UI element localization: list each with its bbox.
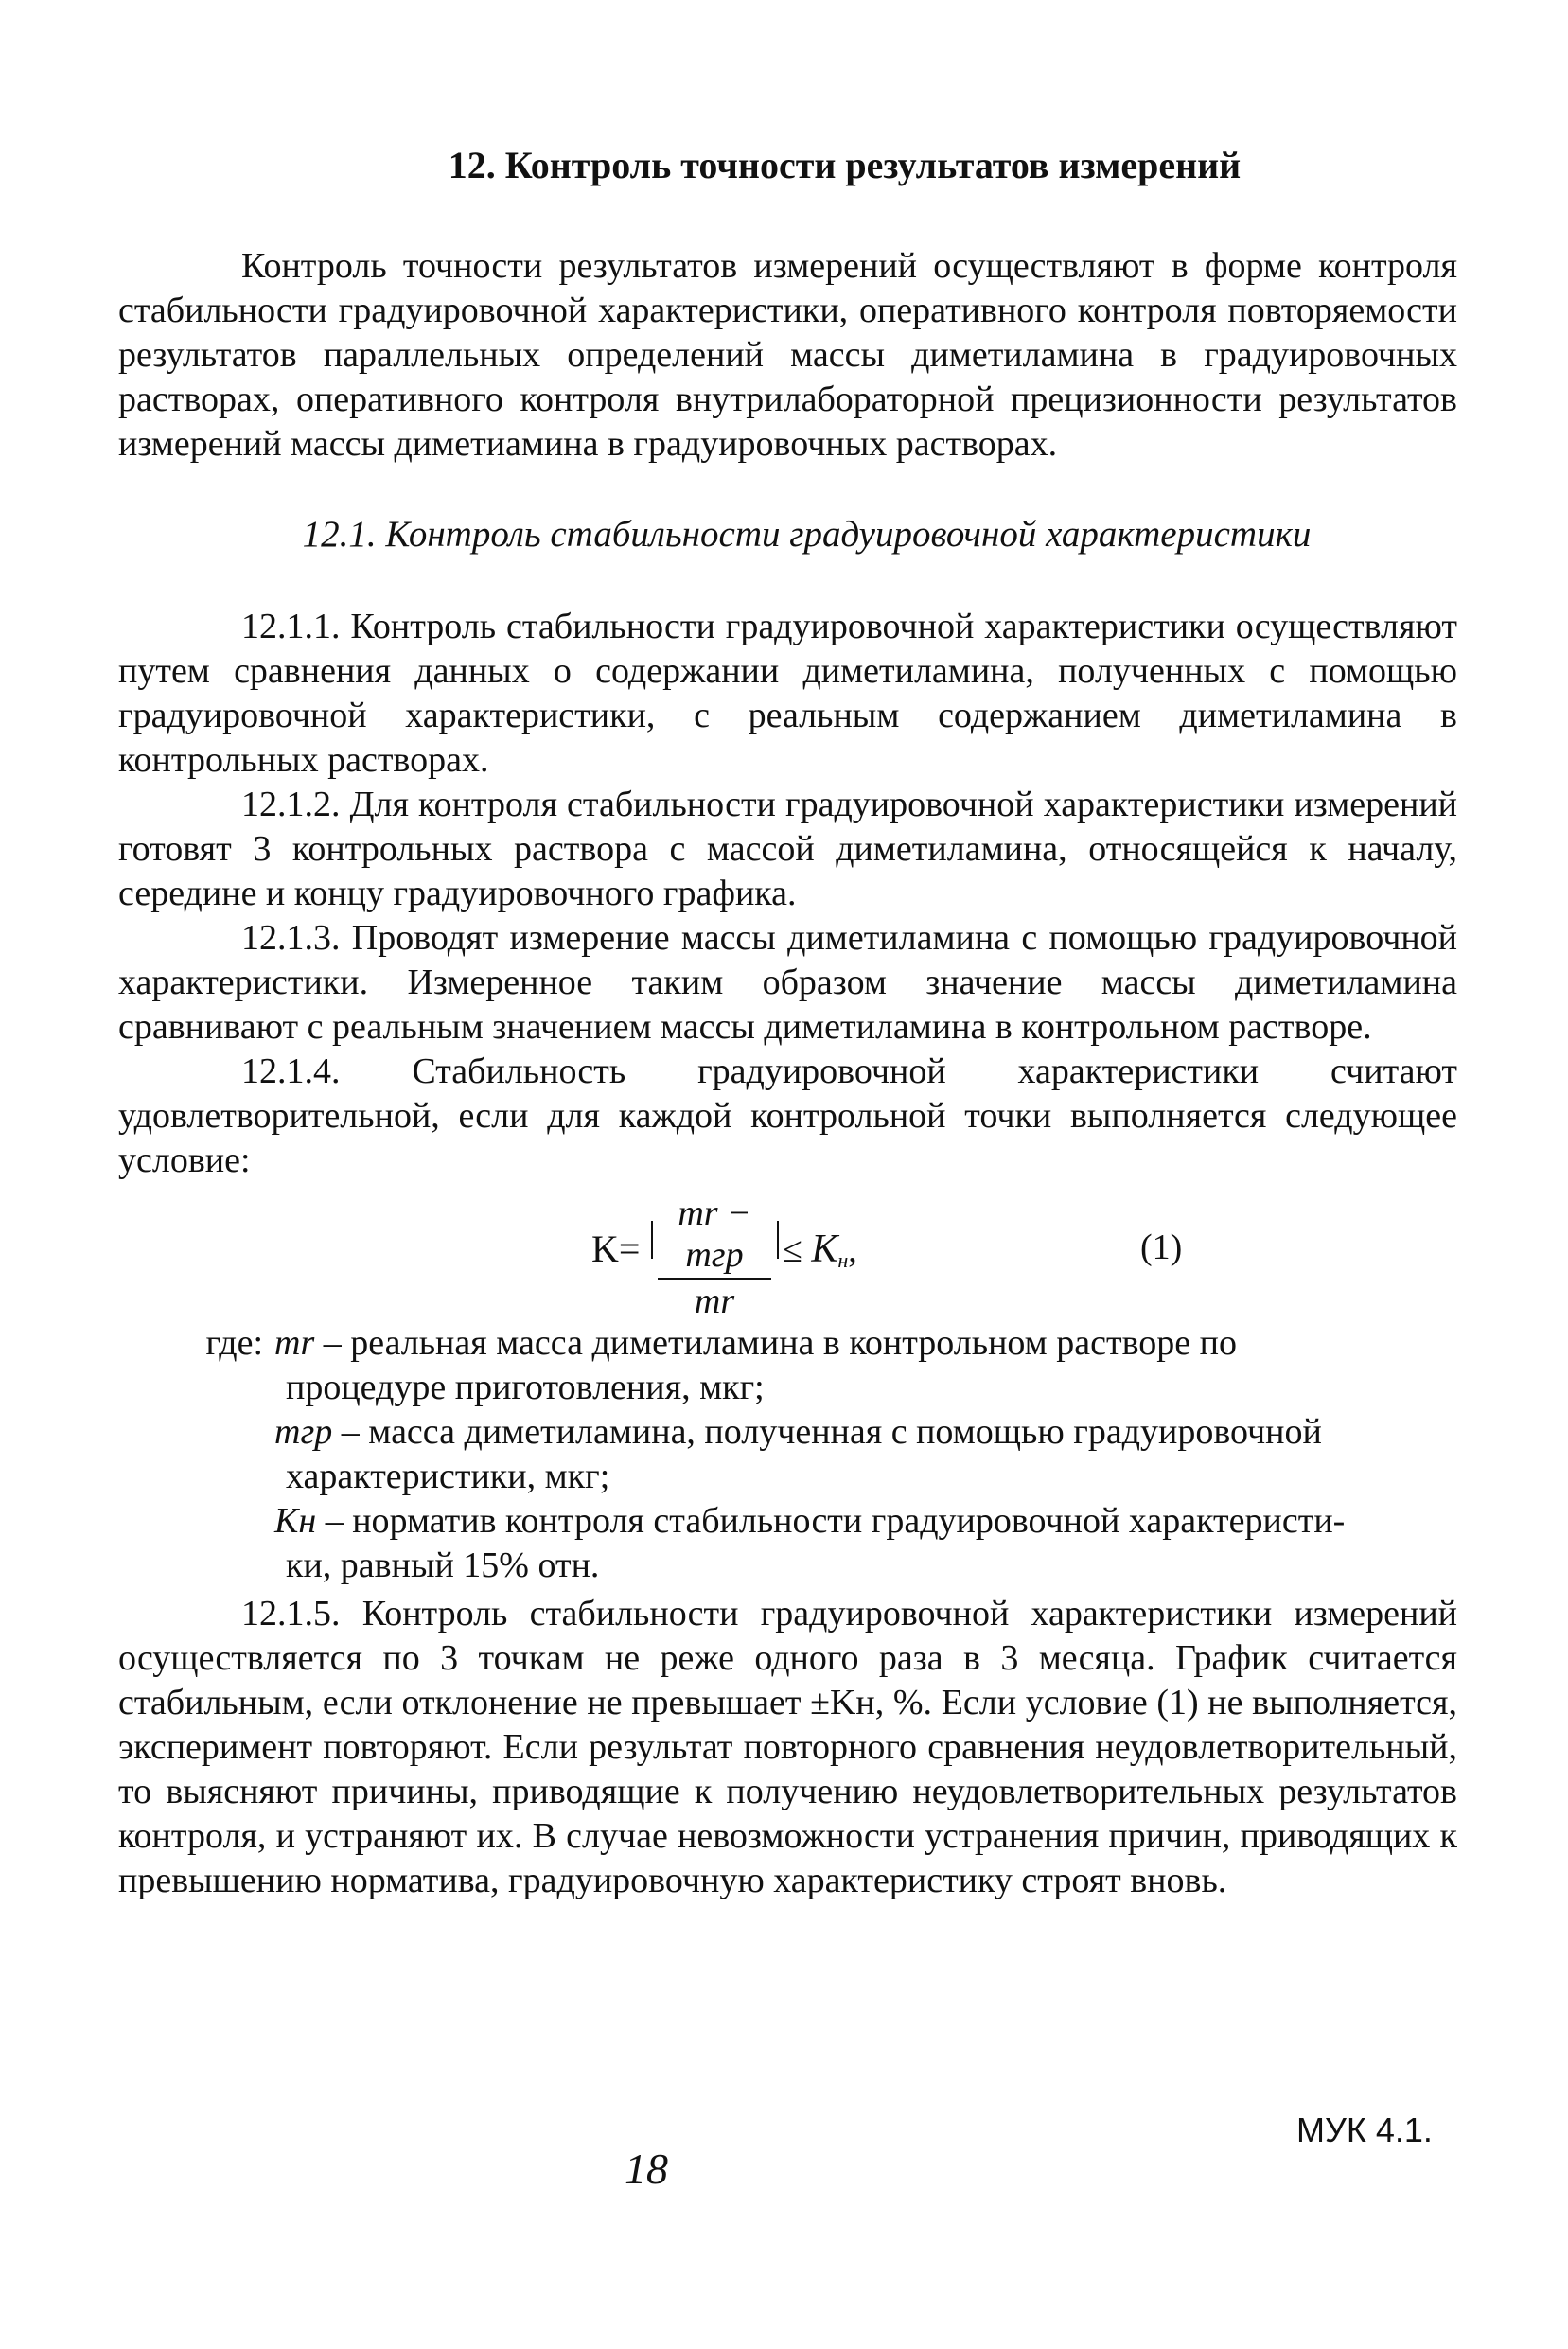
subsection-heading: 12.1. Контроль стабильности градуировочной характеристики xyxy=(302,514,1312,555)
formula-numerator: mr − mгр xyxy=(658,1192,771,1280)
formula-rhs-trail: , xyxy=(848,1230,857,1270)
section-heading: 12. Контроль точности результатов измерений xyxy=(448,144,1242,186)
abs-bar-left xyxy=(651,1221,653,1259)
definition-item xyxy=(118,1499,1457,1588)
definition-continuation: процедуре приготовления, мкг; xyxy=(286,1368,765,1407)
intro-paragraph: Контроль точности результатов измерений осуществляют в форме контроля стабильности градуировочной характеристики, оперативного контроля повторяемости результатов параллельных определений массы диметиламина в градуировочных растворах, оперативного контроля внутрилабораторной прецизионности результатов измерений массы диметиамина в градуировочных растворах. xyxy=(118,246,1457,464)
definition-item xyxy=(118,1410,1457,1499)
formula-relation: ≤ xyxy=(783,1230,802,1270)
formula-denominator: mr xyxy=(694,1281,735,1321)
paragraph-12-1-4: 12.1.4. Стабильность градуировочной характеристики считают удовлетворительной, если для каждой контрольной точки выполняется следующее условие: xyxy=(118,1051,1457,1180)
paragraph-12-1-1: 12.1.1. Контроль стабильности градуировочной характеристики осуществляют путем сравнения данных о содержании диметиламина, полученных с помощью градуировочной характеристики, с реальным содержанием диметиламина в контрольных растворах. xyxy=(118,607,1457,780)
paragraph-12-1-3: 12.1.3. Проводят измерение массы диметиламина с помощью градуировочной характеристики. Измеренное таким образом значение массы диметиламина сравнивают с реальным значением массы диметиламина в контрольном растворе. xyxy=(118,918,1457,1047)
definition-symbol: Kн xyxy=(274,1501,317,1541)
definition-continuation: ки, равный 15% отн. xyxy=(286,1545,600,1585)
definitions-list xyxy=(118,1321,1457,1588)
document-code: МУК 4.1. xyxy=(1296,2111,1433,2149)
formula-lhs: K= xyxy=(591,1227,641,1270)
page-number: 18 xyxy=(625,2145,668,2193)
paragraph-12-1-5: 12.1.5. Контроль стабильности градуировочной характеристики измерений осуществляется по 3 точкам не реже одного раза в 3 месяца. График считается стабильным, если отклонение не превышает ±Kн, %. Если условие (1) не выполняется, эксперимент повторяют. Если результат повторного сравнения неудовлетворительный, то выясняют причины, приводящие к получению неудовлетворительных результатов контроля, и устраняют их. В случае невозможности устранения причин, приводящих к превышению норматива, градуировочную характеристику строят вновь. xyxy=(118,1594,1457,1900)
definition-continuation: характеристики, мкг; xyxy=(286,1457,610,1496)
formula-fraction xyxy=(658,1192,771,1323)
definition-text: – масса диметиламина, полученная с помощью градуировочной xyxy=(332,1412,1322,1452)
document-page xyxy=(118,142,1457,1903)
definition-item xyxy=(118,1321,1457,1410)
formula-rhs xyxy=(783,1227,857,1273)
definition-symbol: mr xyxy=(274,1323,315,1363)
definition-text: – реальная масса диметиламина в контрольном растворе по xyxy=(314,1323,1237,1363)
definition-symbol: mгр xyxy=(274,1412,333,1452)
formula-1 xyxy=(118,1192,1457,1321)
formula-rhs-subscript: н xyxy=(837,1248,849,1272)
formula-number: (1) xyxy=(1140,1227,1183,1267)
paragraph-12-1-2: 12.1.2. Для контроля стабильности градуировочной характеристики измерений готовят 3 контрольных раствора с массой диметиламина, относящейся к началу, середине и концу градуировочного графика. xyxy=(118,785,1457,913)
formula-rhs-symbol: K xyxy=(811,1227,838,1271)
definitions-lead: где: xyxy=(205,1323,263,1363)
definition-text: – норматив контроля стабильности градуировочной характеристи- xyxy=(316,1501,1346,1541)
abs-bar-right xyxy=(777,1221,779,1259)
